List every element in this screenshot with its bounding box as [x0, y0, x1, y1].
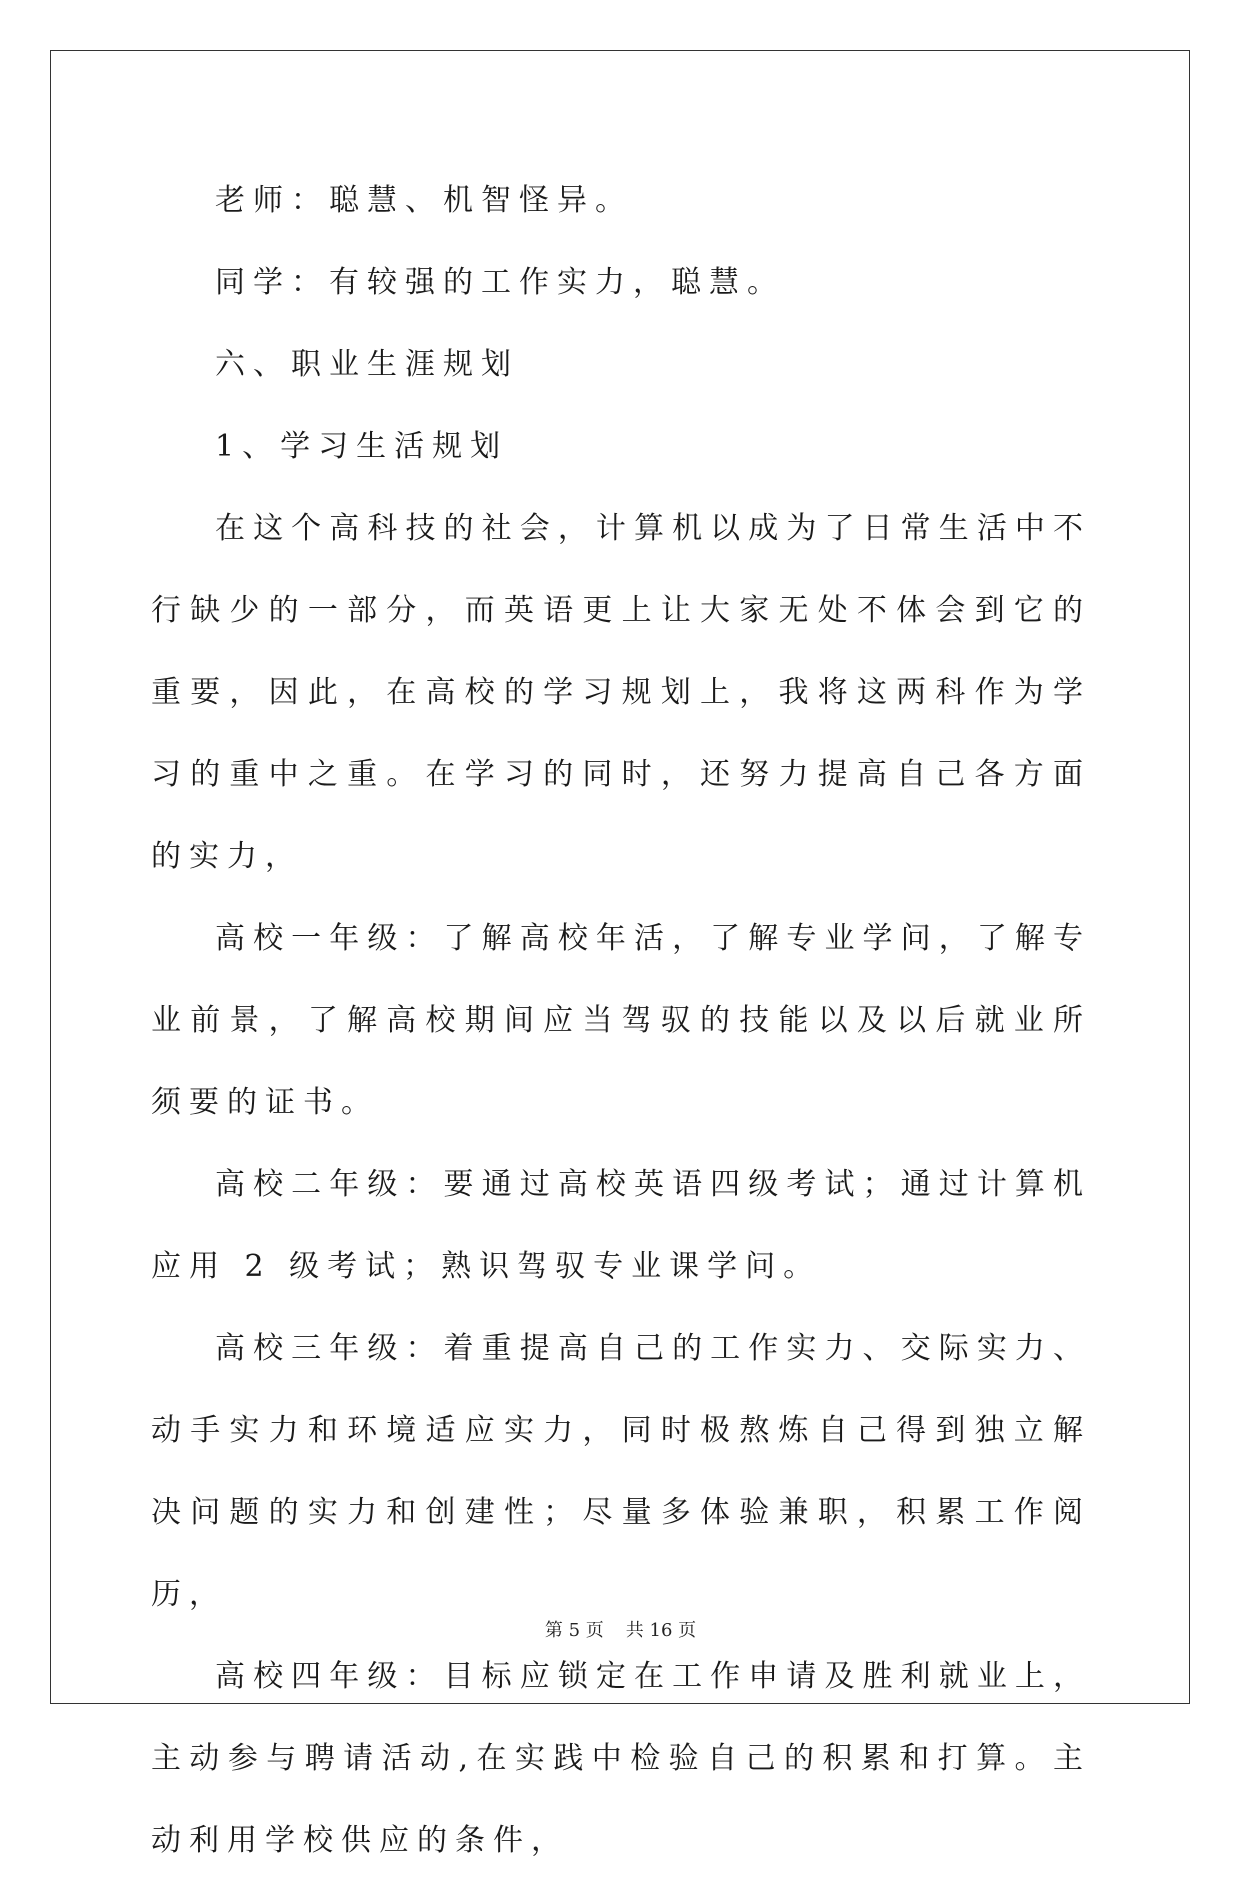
paragraph-teacher-comment: 老师：聪慧、机智怪异。: [215, 183, 633, 218]
paragraph-year-one: 高校一年级：了解高校年活，了解专业学问，了解专业前景，了解高校期间应当驾驭的技能以及以后就业所须要的证书。: [151, 921, 1091, 1120]
page-footer: [0, 1616, 1241, 1642]
paragraph-classmate-comment: 同学：有较强的工作实力，聪慧。: [215, 265, 785, 300]
paragraph-year-two: 高校二年级：要通过高校英语四级考试；通过计算机应用 2 级考试；熟识驾驭专业课学问。: [151, 1167, 1091, 1284]
page-number: 第 5 页: [544, 1620, 604, 1641]
paragraph-study-intro: 在这个高科技的社会，计算机以成为了日常生活中不行缺少的一部分，而英语更上让大家无处不体会到它的重要，因此，在高校的学习规划上，我将这两科作为学习的重中之重。在学习的同时，还努力提高自己各方面的实力，: [151, 511, 1091, 874]
paragraph-year-four: 高校四年级：目标应锁定在工作申请及胜利就业上，主动参与聘请活动,在实践中检验自己的积累和打算。主动利用学校供应的条件，: [151, 1659, 1091, 1858]
page-total: 共 16 页: [625, 1620, 697, 1641]
section-heading-career-plan: 六、职业生涯规划: [215, 347, 519, 382]
paragraph-year-three: 高校三年级：着重提高自己的工作实力、交际实力、动手实力和环境适应实力，同时极熬炼自己得到独立解决问题的实力和创建性；尽量多体验兼职，积累工作阅历，: [151, 1331, 1091, 1612]
subsection-heading-study-plan: 1、学习生活规划: [215, 429, 509, 464]
